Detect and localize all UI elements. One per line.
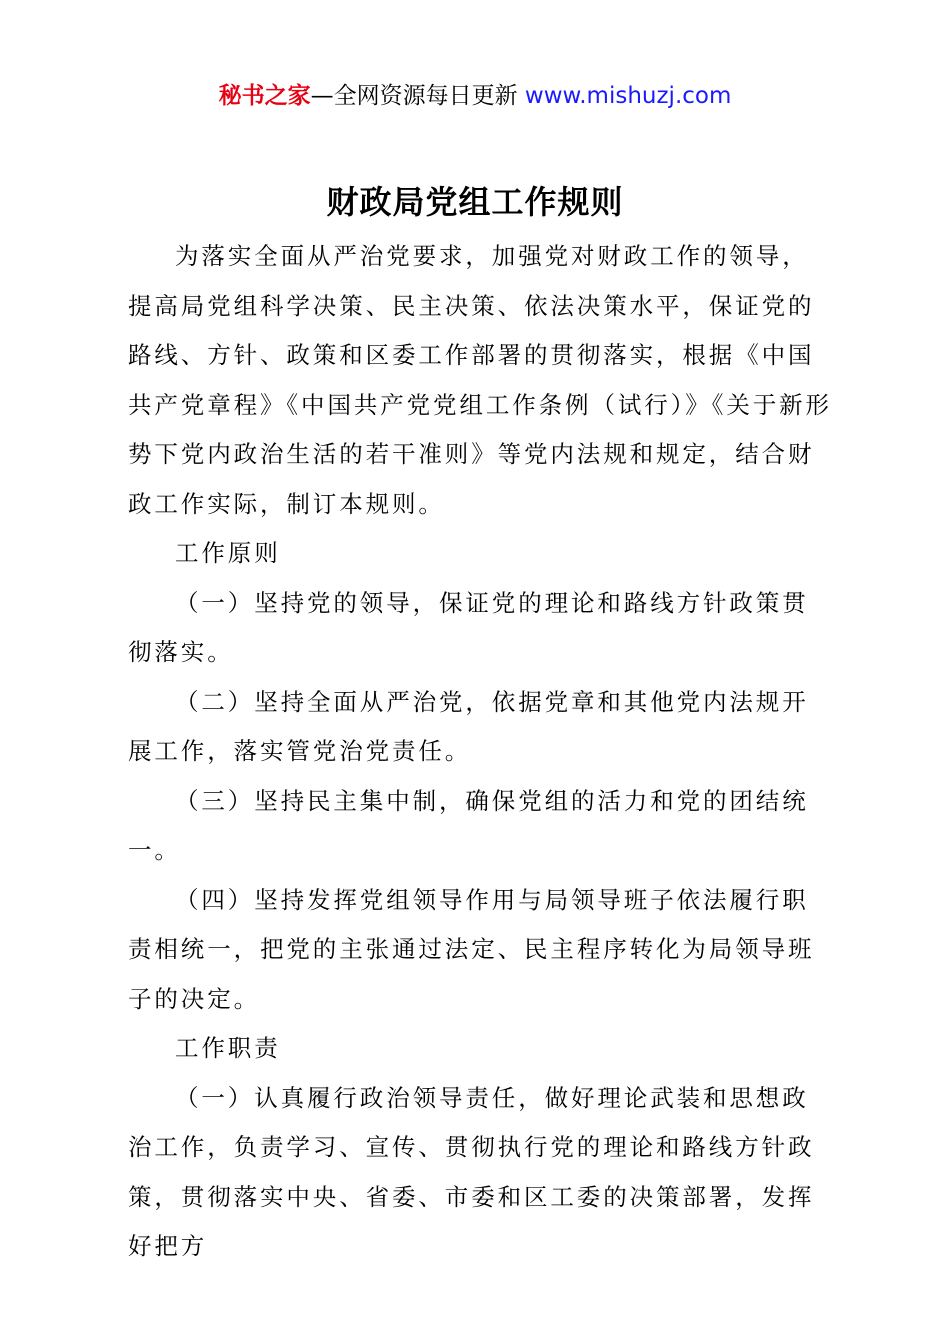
brand-name: 秘书之家 <box>218 83 311 109</box>
principle-item-4: （四）坚持发挥党组领导作用与局领导班子依法履行职责相统一，把党的主张通过法定、民主程序转化为局领导班子的决定。 <box>128 885 815 1013</box>
principle-item-2: （二）坚持全面从严治党，依据党章和其他党内法规开展工作，落实管党治党责任。 <box>128 687 809 765</box>
header-tagline: —全网资源每日更新 <box>310 83 518 109</box>
site-header <box>0 80 950 112</box>
site-url-link[interactable]: www.mishuzj.com <box>524 83 732 109</box>
intro-paragraph: 为落实全面从严治党要求，加强党对财政工作的领导，提高局党组科学决策、民主决策、依法决策水平，保证党的路线、方针、政策和区委工作部署的贯彻落实，根据《中国共产党章程》《中国共产党党组工作条例（试行）》《关于新形势下党内政治生活的若干准则》等党内法规和规定，结合财政工作实际，制订本规则。 <box>128 242 832 518</box>
principle-item-3: （三）坚持民主集中制，确保党组的活力和党的团结统一。 <box>128 786 809 864</box>
principle-item-1: （一）坚持党的领导，保证党的理论和路线方针政策贯彻落实。 <box>128 588 809 666</box>
duty-item-1: （一）认真履行政治领导责任，做好理论武装和思想政治工作，负责学习、宣传、贯彻执行党的理论和路线方针政策，贯彻落实中央、省委、市委和区工委的决策部署，发挥好把方 <box>128 1083 815 1260</box>
document-body <box>128 232 834 1272</box>
section-heading-duties: 工作职责 <box>175 1034 281 1062</box>
section-heading-principles: 工作原则 <box>175 539 281 567</box>
document-title: 财政局党组工作规则 <box>326 183 624 221</box>
